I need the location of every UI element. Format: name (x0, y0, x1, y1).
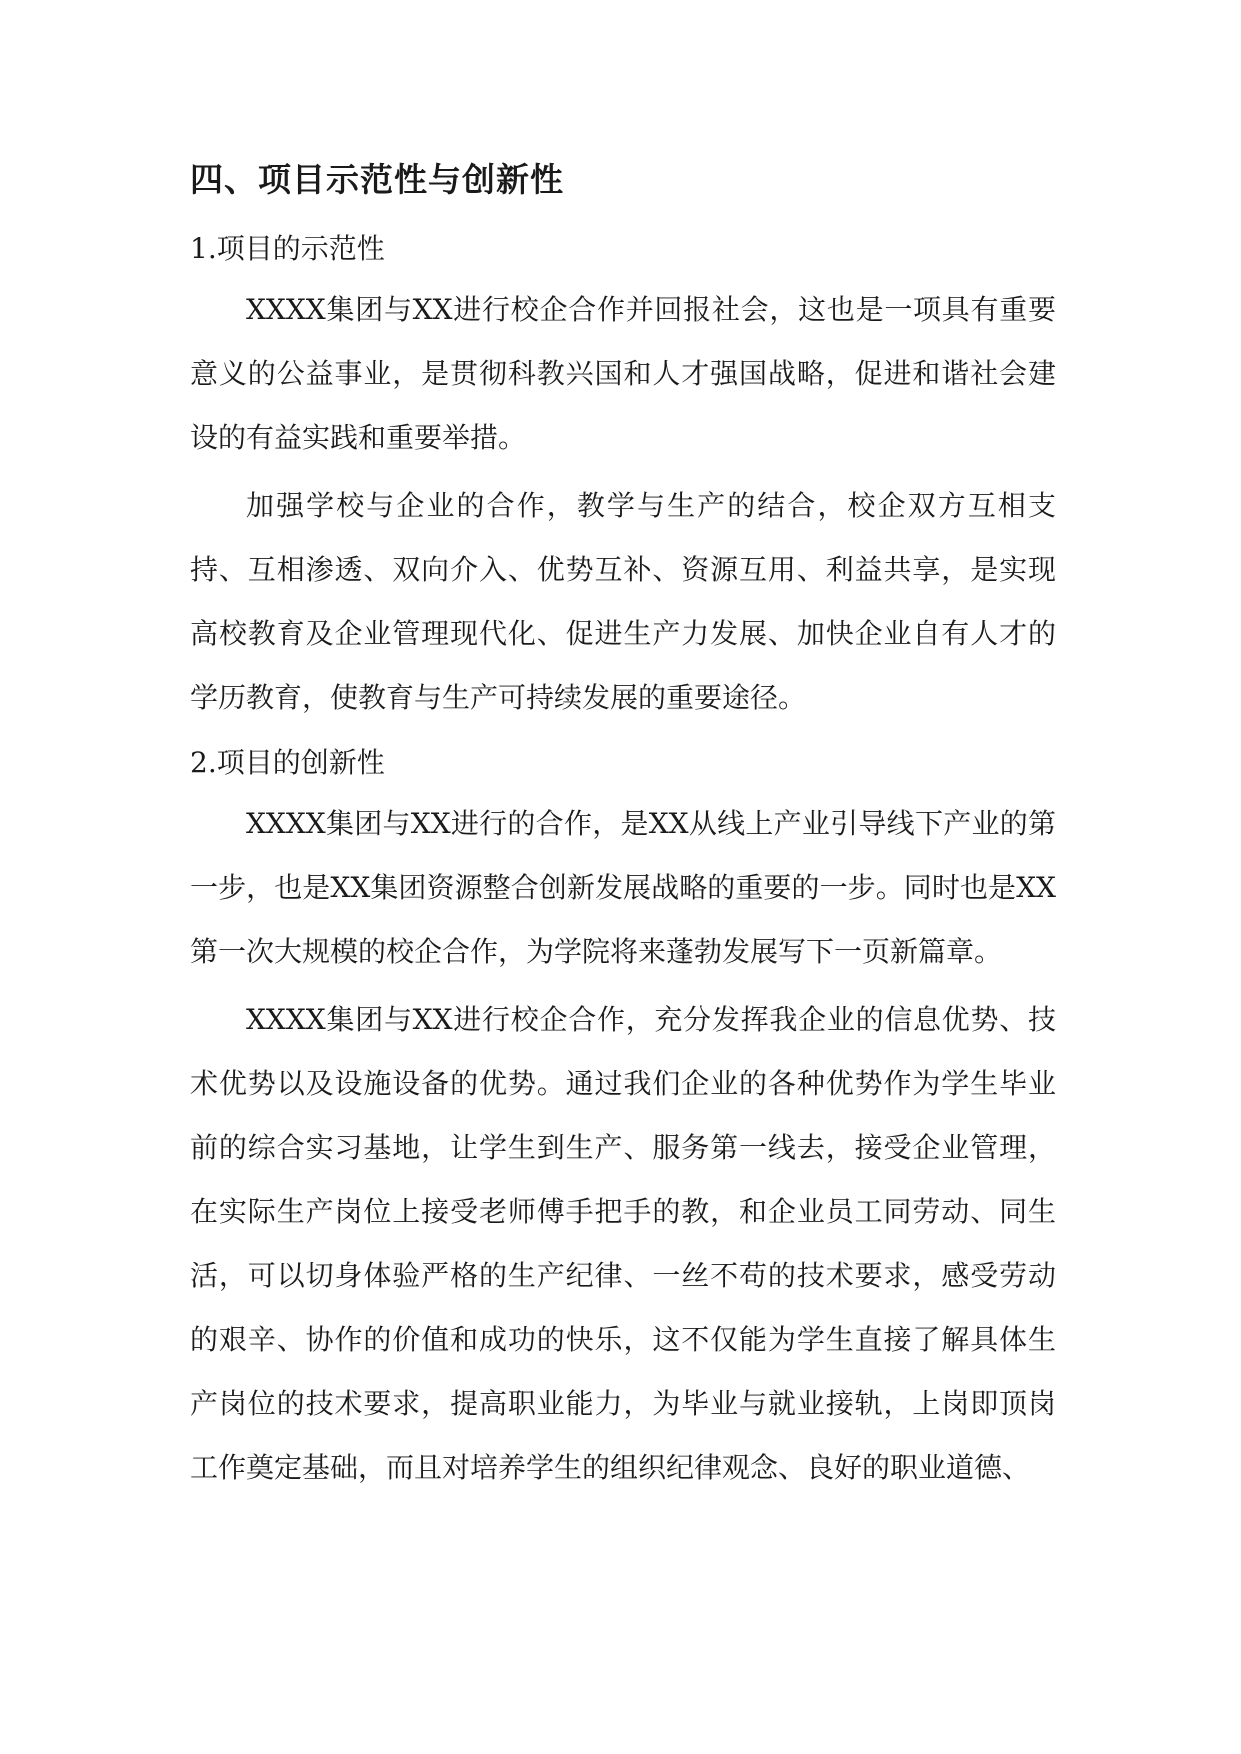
document-page (190, 150, 1056, 1500)
innovation-section (190, 734, 1056, 1500)
innovation-heading: 2.项目的创新性 (190, 746, 385, 779)
section-title: 四、项目示范性与创新性 (190, 160, 564, 199)
demonstration-paragraph-1: XXXX集团与XX进行校企合作并回报社会，这也是一项具有重要意义的公益事业，是贯彻科教兴国和人才强国战略，促进和谐社会建设的有益实践和重要举措。 (190, 293, 1056, 454)
demonstration-section (190, 220, 1056, 730)
innovation-paragraph-2: XXXX集团与XX进行校企合作，充分发挥我企业的信息优势、技术优势以及设施设备的优势。通过我们企业的各种优势作为学生毕业前的综合实习基地，让学生到生产、服务第一线去，接受企业管理，在实际生产岗位上接受老师傅手把手的教，和企业员工同劳动、同生活，可以切身体验严格的生产纪律、一丝不苟的技术要求，感受劳动的艰辛、协作的价值和成功的快乐，这不仅能为学生直接了解具体生产岗位的技术要求，提高职业能力，为毕业与就业接轨，上岗即顶岗工作奠定基础，而且对培养学生的组织纪律观念、良好的职业道德、 (190, 1003, 1056, 1484)
demonstration-paragraph-2: 加强学校与企业的合作，教学与生产的结合，校企双方互相支持、互相渗透、双向介入、优势互补、资源互用、利益共享，是实现高校教育及企业管理现代化、促进生产力发展、加快企业自有人才的学历教育，使教育与生产可持续发展的重要途径。 (190, 489, 1056, 714)
innovation-paragraph-1: XXXX集团与XX进行的合作，是XX从线上产业引导线下产业的第一步，也是XX集团资源整合创新发展战略的重要的一步。同时也是XX第一次大规模的校企合作，为学院将来蓬勃发展写下一页新篇章。 (190, 807, 1056, 968)
demonstration-heading: 1.项目的示范性 (190, 232, 385, 265)
